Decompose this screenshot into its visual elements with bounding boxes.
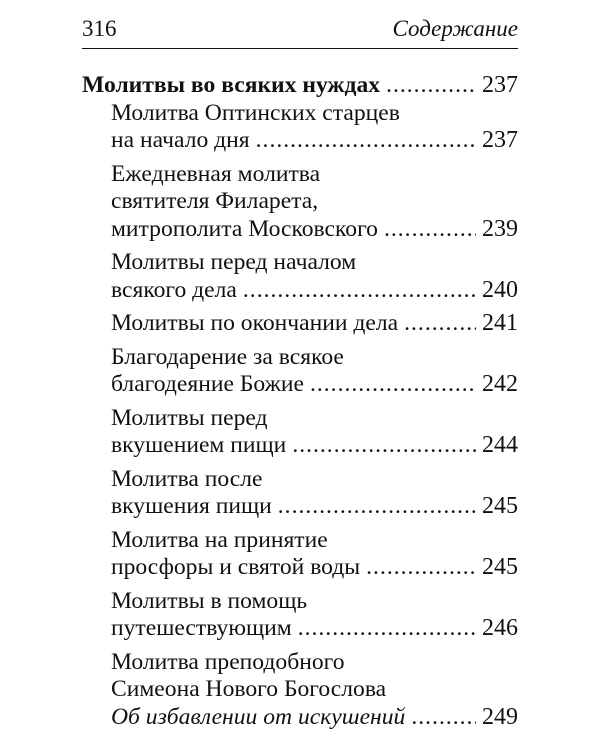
dot-leader	[386, 72, 476, 100]
dot-leader	[292, 432, 476, 460]
toc-entry-title-text: Молитвы по окончании дела	[111, 310, 399, 336]
dot-leader	[310, 371, 476, 399]
toc-entry-title-text: Молитва на принятие	[111, 526, 328, 553]
dot-leader	[366, 554, 476, 582]
toc-entry-title-text: митрополита Московского	[111, 215, 378, 242]
toc-entry	[111, 588, 518, 643]
toc-entry-title-text: Молитвы перед началом	[111, 249, 357, 275]
toc-entry-line	[111, 588, 518, 616]
dot-leader	[298, 615, 476, 643]
toc-entry-title-text: просфоры и святой воды	[111, 554, 361, 580]
toc-entry-title-text: вкушения пищи	[111, 493, 272, 519]
toc-entry-line	[111, 405, 518, 433]
toc-entry-line	[111, 344, 518, 372]
toc-section-heading	[82, 72, 518, 100]
toc-entry	[111, 310, 518, 338]
toc-entry-title-text: Благодарение за всякое	[111, 343, 344, 370]
toc-entry-line	[111, 527, 518, 555]
dot-leader	[404, 310, 476, 338]
toc-entry-title-text: путешествующим	[111, 615, 292, 641]
toc-entry	[111, 249, 518, 304]
toc-entries	[82, 100, 518, 732]
dot-leader	[243, 277, 476, 305]
toc-entry-last-line	[111, 704, 518, 732]
toc-entry-line	[111, 100, 518, 128]
toc-entry-page: 244	[482, 432, 518, 458]
table-of-contents	[82, 72, 518, 731]
toc-section-page: 237	[482, 72, 518, 98]
page-header	[82, 12, 518, 49]
toc-entry-title-text: Молитва Оптинских старцев	[111, 99, 400, 126]
toc-entry-title-text: благодеяние Божие	[111, 371, 304, 397]
toc-entry-title-text: Молитва после	[111, 465, 263, 492]
toc-entry-page: 241	[482, 310, 518, 336]
toc-entry-last-line	[111, 615, 518, 643]
toc-entry-last-line	[111, 127, 518, 155]
toc-entry-title-text: Молитвы перед	[111, 404, 268, 431]
toc-entry-page: 246	[482, 615, 518, 641]
toc-entry-page: 245	[482, 493, 518, 519]
toc-entry-title-text: святителя Филарета,	[111, 188, 319, 214]
toc-entry-page: 245	[482, 554, 518, 580]
dot-leader	[384, 216, 476, 244]
toc-entry-line	[111, 161, 518, 189]
toc-entry	[111, 405, 518, 460]
toc-entry-page: 249	[482, 703, 518, 730]
dot-leader	[278, 493, 476, 521]
dot-leader	[411, 704, 476, 732]
toc-entry-page: 242	[482, 371, 518, 397]
toc-entry-last-line	[111, 216, 518, 244]
toc-entry-last-line	[111, 310, 518, 338]
toc-entry-line	[111, 676, 518, 704]
toc-entry	[111, 344, 518, 399]
toc-section-title: Молитвы во всяких нуждах	[82, 72, 381, 98]
toc-entry-last-line	[111, 493, 518, 521]
toc-entry-title-text: Молитва преподобного	[111, 648, 345, 675]
toc-entry-line	[111, 188, 518, 216]
toc-entry-title-text: Молитвы в помощь	[111, 587, 308, 614]
dot-leader	[256, 127, 476, 155]
running-title: Содержание	[392, 16, 518, 41]
book-page	[82, 12, 518, 730]
toc-entry-page: 237	[482, 127, 518, 153]
toc-entry-last-line	[111, 371, 518, 399]
toc-entry-title-text: Симеона Нового Богослова	[111, 676, 387, 702]
toc-entry	[111, 527, 518, 582]
toc-entry-last-line	[111, 432, 518, 460]
toc-entry-title-text: на начало дня	[111, 127, 250, 153]
toc-entry-page: 240	[482, 276, 518, 303]
toc-entry	[111, 161, 518, 244]
toc-entry-line	[111, 649, 518, 677]
toc-entry-last-line	[111, 554, 518, 582]
toc-entry	[111, 649, 518, 732]
toc-entry-title-text: Ежедневная молитва	[111, 160, 321, 187]
toc-entry	[111, 466, 518, 521]
toc-entry-last-line	[111, 277, 518, 305]
toc-entry-line	[111, 466, 518, 494]
toc-entry-title-text: Об избавлении от искушений	[111, 703, 406, 730]
toc-entry-line	[111, 249, 518, 277]
toc-entry-title-text: вкушением пищи	[111, 432, 287, 458]
toc-entry-page: 239	[482, 215, 518, 242]
toc-entry-title-text: всякого дела	[111, 276, 237, 303]
page-number: 316	[82, 16, 117, 41]
toc-entry	[111, 100, 518, 155]
